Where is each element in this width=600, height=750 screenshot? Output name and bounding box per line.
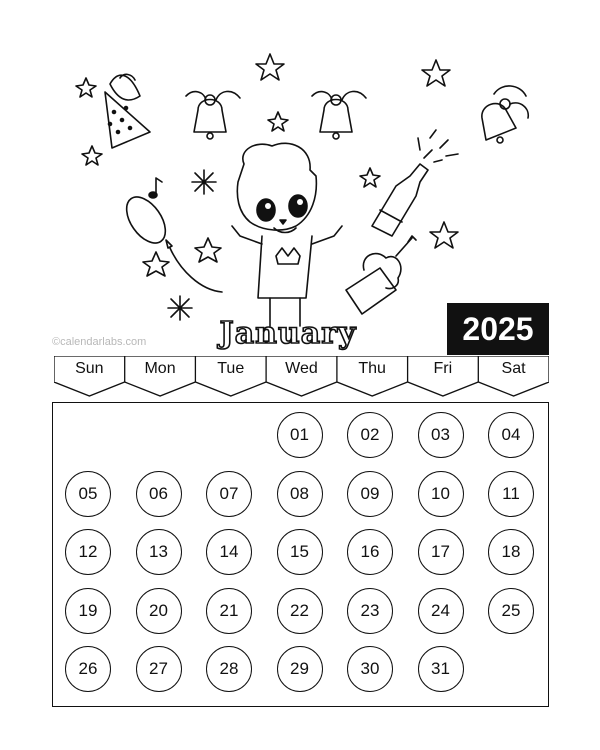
month-title: January — [219, 316, 357, 351]
calendar-grid — [52, 402, 549, 707]
day-cell: 02 — [347, 412, 393, 458]
day-cell: 14 — [206, 529, 252, 575]
day-cell: 17 — [418, 529, 464, 575]
star-icon — [422, 60, 450, 86]
snowflake-icon — [168, 296, 192, 320]
weekday-label: Sun — [75, 360, 104, 377]
day-cell: 01 — [277, 412, 323, 458]
day-cell: 23 — [347, 588, 393, 634]
cartoon-lion-icon — [232, 143, 342, 326]
day-cell: 28 — [206, 646, 252, 692]
star-icon — [143, 252, 169, 276]
day-cell: 06 — [136, 471, 182, 517]
weekday-label: Mon — [144, 360, 176, 377]
day-cell: 13 — [136, 529, 182, 575]
day-cell: 20 — [136, 588, 182, 634]
day-cell: 24 — [418, 588, 464, 634]
day-cell: 26 — [65, 646, 111, 692]
star-icon — [76, 78, 96, 97]
star-icon — [430, 222, 458, 248]
music-note-icon — [149, 178, 162, 198]
day-cell: 16 — [347, 529, 393, 575]
bell-icon — [482, 86, 528, 143]
bell-icon — [186, 91, 240, 139]
day-cell: 19 — [65, 588, 111, 634]
day-cell: 22 — [277, 588, 323, 634]
day-cell: 10 — [418, 471, 464, 517]
day-cell: 08 — [277, 471, 323, 517]
day-cell: 11 — [488, 471, 534, 517]
day-cell: 15 — [277, 529, 323, 575]
champagne-bottle-icon — [372, 130, 458, 236]
day-cell: 05 — [65, 471, 111, 517]
day-cell: 27 — [136, 646, 182, 692]
weekday-label: Sat — [501, 360, 526, 377]
snowflake-icon — [192, 170, 216, 194]
weekday-label: Thu — [358, 360, 386, 377]
watermark-text: ©calendarlabs.com — [52, 336, 147, 348]
weekday-header — [54, 356, 549, 398]
star-icon — [268, 112, 288, 131]
party-hat-icon — [105, 74, 150, 148]
bell-icon — [312, 91, 366, 139]
day-cell: 29 — [277, 646, 323, 692]
day-cell: 30 — [347, 646, 393, 692]
day-cell: 25 — [488, 588, 534, 634]
star-icon — [195, 238, 221, 262]
day-cell: 31 — [418, 646, 464, 692]
weekday-label: Fri — [433, 360, 453, 377]
day-cell: 21 — [206, 588, 252, 634]
day-cell: 07 — [206, 471, 252, 517]
cupcake-icon — [346, 236, 416, 314]
weekday-label: Tue — [217, 360, 245, 377]
day-cell: 04 — [488, 412, 534, 458]
day-cell: 18 — [488, 529, 534, 575]
day-cell: 12 — [65, 529, 111, 575]
day-cell: 09 — [347, 471, 393, 517]
year-label: 2025 — [447, 303, 549, 355]
star-icon — [360, 168, 380, 187]
day-cell: 03 — [418, 412, 464, 458]
weekday-label: Wed — [285, 360, 318, 377]
star-icon — [256, 54, 284, 80]
star-icon — [82, 146, 102, 165]
